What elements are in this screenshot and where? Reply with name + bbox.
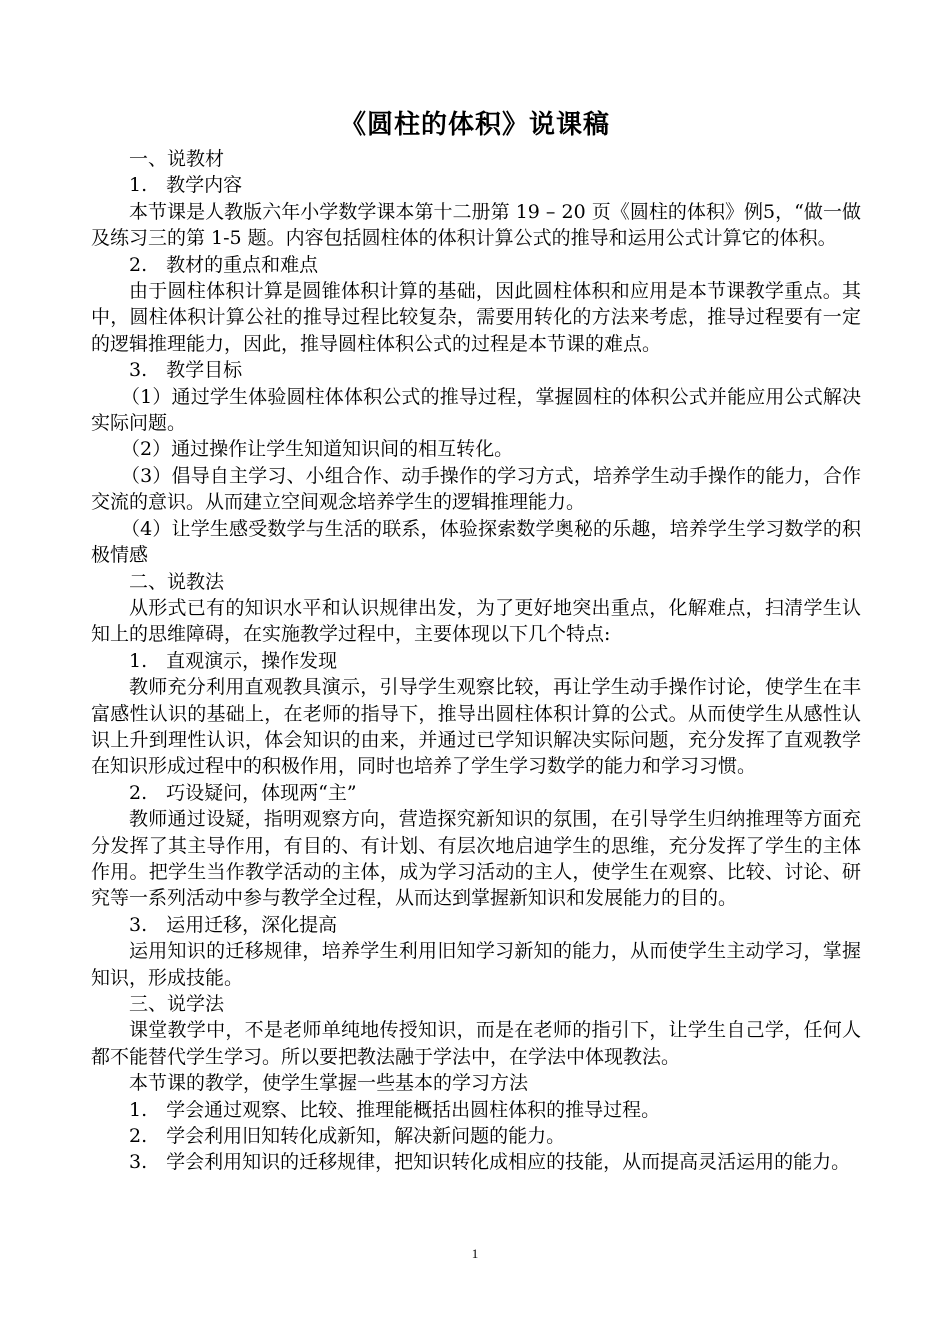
paragraph: 课堂教学中，不是老师单纯地传授知识，而是在老师的指引下，让学生自己学，任何人都不能替代学生学习。所以要把教法融于学法中，在学法中体现教法。 bbox=[91, 1019, 861, 1068]
document-title: 《圆柱的体积》说课稿 bbox=[339, 110, 610, 140]
section-heading: 一、说教材 bbox=[129, 148, 225, 170]
subsection-heading: 1. 教学内容 bbox=[129, 174, 243, 197]
list-item: 3. 学会利用知识的迁移规律，把知识转化成相应的技能，从而提高灵活运用的能力。 bbox=[129, 1151, 851, 1174]
subsection-heading: 2. 教材的重点和难点 bbox=[129, 253, 319, 276]
document-body bbox=[91, 146, 861, 1176]
list-item: （4）让学生感受数学与生活的联系，体验探索数学奥秘的乐趣，培养学生学习数学的积极情感 bbox=[91, 517, 861, 567]
list-item: （1）通过学生体验圆柱体体积公式的推导过程，掌握圆柱的体积公式并能应用公式解决实际问题。 bbox=[91, 385, 861, 435]
paragraph: 从形式已有的知识水平和认识规律出发，为了更好地突出重点，化解难点，扫清学生认知上的思维障碍，在实施教学过程中，主要体现以下几个特点: bbox=[91, 596, 861, 646]
list-item: （3）倡导自主学习、小组合作、动手操作的学习方式，培养学生动手操作的能力，合作交流的意识。从而建立空间观念培养学生的逻辑推理能力。 bbox=[91, 464, 861, 514]
page-number: 1 bbox=[471, 1246, 479, 1261]
paragraph: 教师通过设疑，指明观察方向，营造探究新知识的氛围，在引导学生归纳推理等方面充分发挥了其主导作用，有目的、有计划、有层次地启迪学生的思维，充分发挥了学生的主体作用。把学生当作教学活动的主体，成为学习活动的主人，使学生在观察、比较、讨论、研究等一系列活动中参与教学全过程，从而达到掌握新知识和发展能力的目的。 bbox=[91, 808, 861, 910]
paragraph: 本节课是人教版六年小学数学课本第十二册第 19 – 20 页《圆柱的体积》例5，“做一做及练习三的第 1-5 题。内容包括圆柱体的体积计算公式的推导和运用公式计算它的体积。 bbox=[91, 200, 861, 250]
paragraph: 由于圆柱体积计算是圆锥体积计算的基础，因此圆柱体积和应用是本节课教学重点。其中，圆柱体积计算公社的推导过程比较复杂，需要用转化的方法来考虑，推导过程要有一定的逻辑推理能力，因此，推导圆柱体积公式的过程是本节课的难点。 bbox=[91, 280, 861, 355]
subsection-heading: 3. 运用迁移，深化提高 bbox=[129, 913, 338, 936]
subsection-heading: 2. 巧设疑问，体现两“主” bbox=[129, 781, 357, 804]
paragraph: 本节课的教学，使学生掌握一些基本的学习方法 bbox=[129, 1072, 529, 1095]
subsection-heading: 3. 教学目标 bbox=[129, 359, 243, 382]
list-item: （2）通过操作让学生知道知识间的相互转化。 bbox=[121, 438, 514, 461]
list-item: 2. 学会利用旧知转化成新知，解决新问题的能力。 bbox=[129, 1125, 566, 1148]
subsection-heading: 1. 直观演示，操作发现 bbox=[129, 649, 338, 672]
section-heading: 二、说教法 bbox=[129, 570, 225, 593]
section-heading: 三、说学法 bbox=[129, 993, 225, 1015]
paragraph: 教师充分利用直观教具演示，引导学生观察比较，再让学生动手操作讨论，使学生在丰富感性认识的基础上，在老师的指导下，推导出圆柱体积计算的公式。从而使学生从感性认识上升到理性认识，体会知识的由来，并通过已学知识解决实际问题，充分发挥了直观教学在知识形成过程中的积极作用，同时也培养了学生学习数学的能力和学习习惯。 bbox=[91, 676, 861, 778]
list-item: 1. 学会通过观察、比较、推理能概括出圆柱体积的推导过程。 bbox=[129, 1098, 661, 1121]
paragraph: 运用知识的迁移规律，培养学生利用旧知学习新知的能力，从而使学生主动学习，掌握知识，形成技能。 bbox=[91, 940, 861, 989]
